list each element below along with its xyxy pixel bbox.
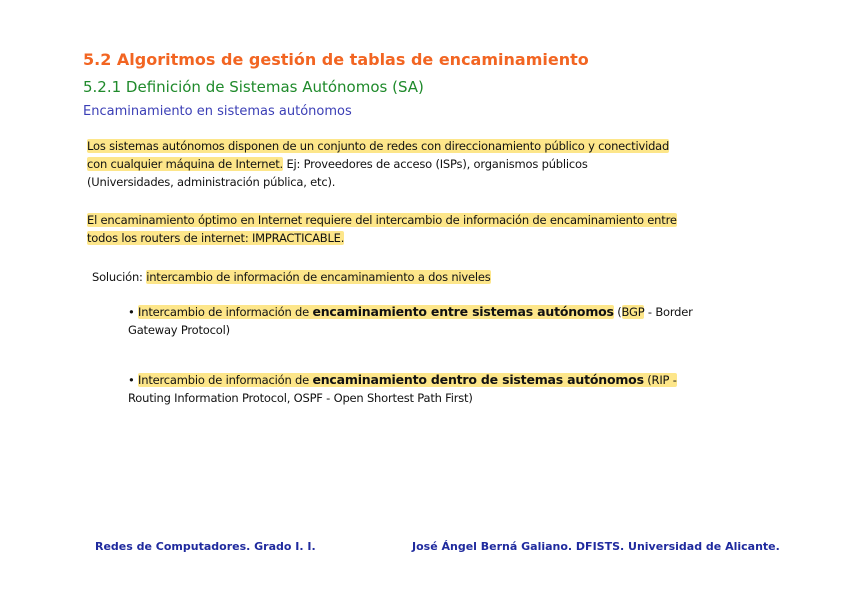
highlighted-text: intercambio de información de encaminamiento a dos niveles — [146, 270, 491, 284]
highlighted-text — [138, 305, 614, 319]
paragraph-autonomous-systems — [87, 137, 669, 191]
bullet-text: - Border — [644, 305, 693, 319]
page-subtitle: 5.2.1 Definición de Sistemas Autónomos (SA) — [83, 78, 424, 96]
bullet-icon: • — [128, 305, 139, 319]
bullet-text: Gateway Protocol) — [128, 323, 230, 337]
footer-course: Redes de Computadores. Grado I. I. — [95, 540, 316, 553]
highlighted-text: Los sistemas autónomos disponen de un conjunto de redes con direccionamiento público y conectividad — [87, 139, 670, 153]
highlighted-text: todos los routers de internet: IMPRACTICABLE. — [87, 231, 345, 245]
body-text: (Universidades, administración pública, etc). — [87, 175, 336, 189]
paragraph-solution — [92, 268, 491, 286]
bullet-item-bgp — [128, 303, 693, 339]
bullet-item-rip-ospf — [128, 371, 677, 407]
bullet-text: (RIP - — [643, 373, 677, 387]
footer-author: José Ángel Berná Galiano. DFISTS. Universidad de Alicante. — [412, 540, 780, 553]
paragraph-optimal-routing — [87, 211, 677, 247]
section-heading: Encaminamiento en sistemas autónomos — [83, 104, 352, 119]
solution-label: Solución: — [92, 270, 147, 284]
page-title: 5.2 Algoritmos de gestión de tablas de encaminamiento — [83, 50, 589, 69]
bullet-text: Intercambio de información de — [138, 373, 313, 387]
bullet-text: Routing Information Protocol, OSPF - Open Shortest Path First) — [128, 391, 473, 405]
bold-text: encaminamiento entre sistemas autónomos — [312, 304, 614, 319]
bullet-text: Intercambio de información de — [138, 305, 313, 319]
highlighted-text: con cualquier máquina de Internet. — [87, 157, 283, 171]
highlighted-text — [138, 373, 677, 387]
bullet-text: ( — [613, 305, 622, 319]
body-text: Ej: Proveedores de acceso (ISPs), organismos públicos — [282, 157, 588, 171]
bullet-icon: • — [128, 373, 139, 387]
highlighted-text: BGP — [621, 305, 645, 319]
highlighted-text: El encaminamiento óptimo en Internet requiere del intercambio de información de encaminamiento entre — [87, 213, 677, 227]
bold-text: encaminamiento dentro de sistemas autónomos — [312, 372, 644, 387]
